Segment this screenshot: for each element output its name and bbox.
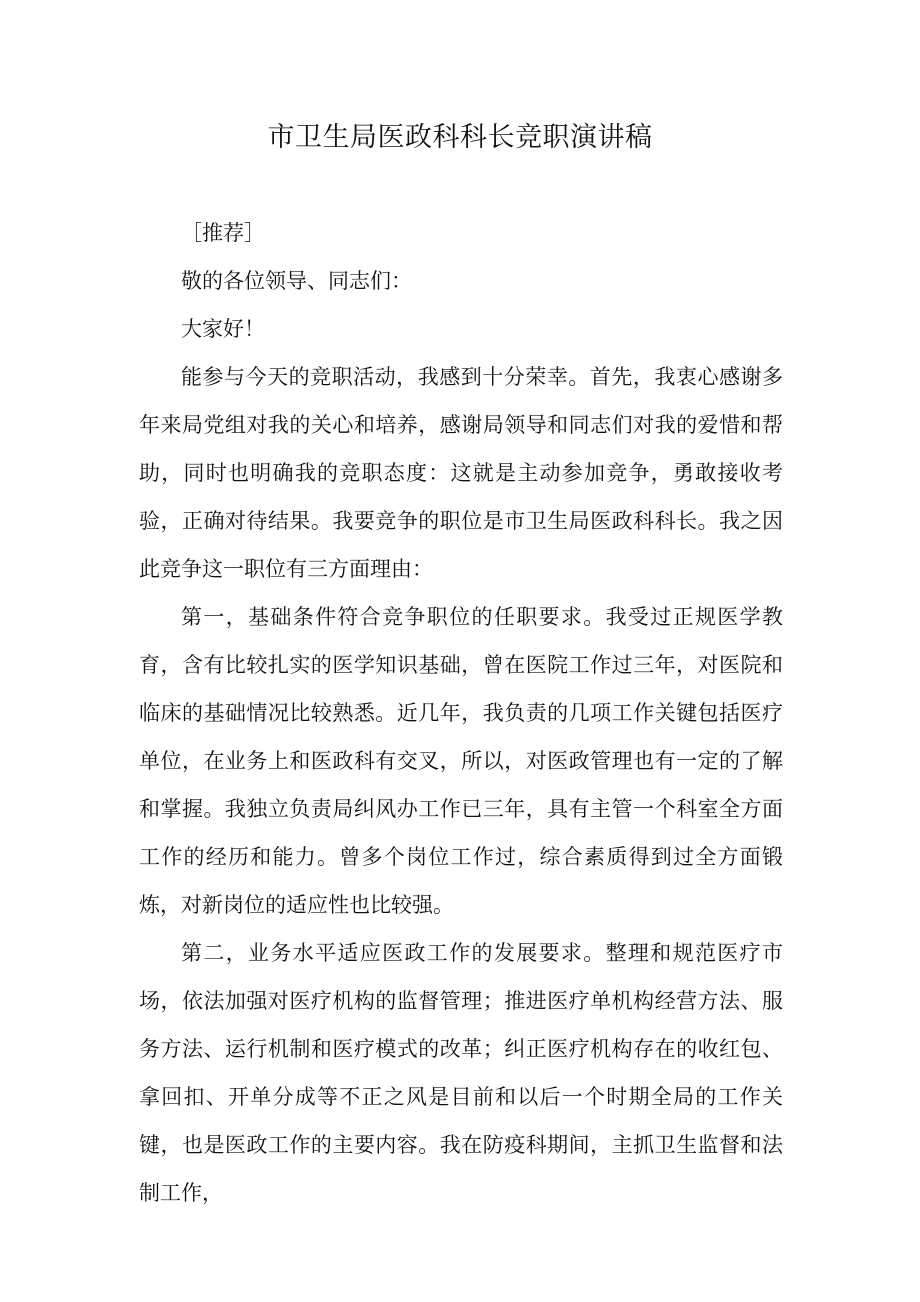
salutation: 敬的各位领导、同志们： xyxy=(181,269,412,293)
document-body xyxy=(139,209,783,1217)
intro-paragraph: 能参与今天的竞职活动，我感到十分荣幸。首先，我衷心感谢多年来局党组对我的关心和培养，感谢局领导和同志们对我的爱惜和帮助，同时也明确我的竞职态度：这就是主动参加竞争，勇敢接收考验，正确对待结果。我要竞争的职位是市卫生局医政科科长。我之因此竞争这一职位有三方面理由： xyxy=(139,365,783,581)
document-title: 市卫生局医政科科长竞职演讲稿 xyxy=(267,122,653,153)
recommend-tag: ［推荐］ xyxy=(181,221,265,245)
reason-two-paragraph: 第二，业务水平适应医政工作的发展要求。整理和规范医疗市场，依法加强对医疗机构的监督管理；推进医疗单机构经营方法、服务方法、运行机制和医疗模式的改革；纠正医疗机构存在的收红包、拿回扣、开单分成等不正之风是目前和以后一个时期全局的工作关键，也是医政工作的主要内容。我在防疫科期间，主抓卫生监督和法制工作， xyxy=(139,941,783,1205)
reason-one-paragraph: 第一，基础条件符合竞争职位的任职要求。我受过正规医学教育，含有比较扎实的医学知识基础，曾在医院工作过三年，对医院和临床的基础情况比较熟悉。近几年，我负责的几项工作关键包括医疗单位，在业务上和医政科有交叉，所以，对医政管理也有一定的了解和掌握。我独立负责局纠风办工作已三年，具有主管一个科室全方面工作的经历和能力。曾多个岗位工作过，综合素质得到过全方面锻炼，对新岗位的适应性也比较强。 xyxy=(139,605,783,917)
greeting: 大家好！ xyxy=(181,317,265,341)
